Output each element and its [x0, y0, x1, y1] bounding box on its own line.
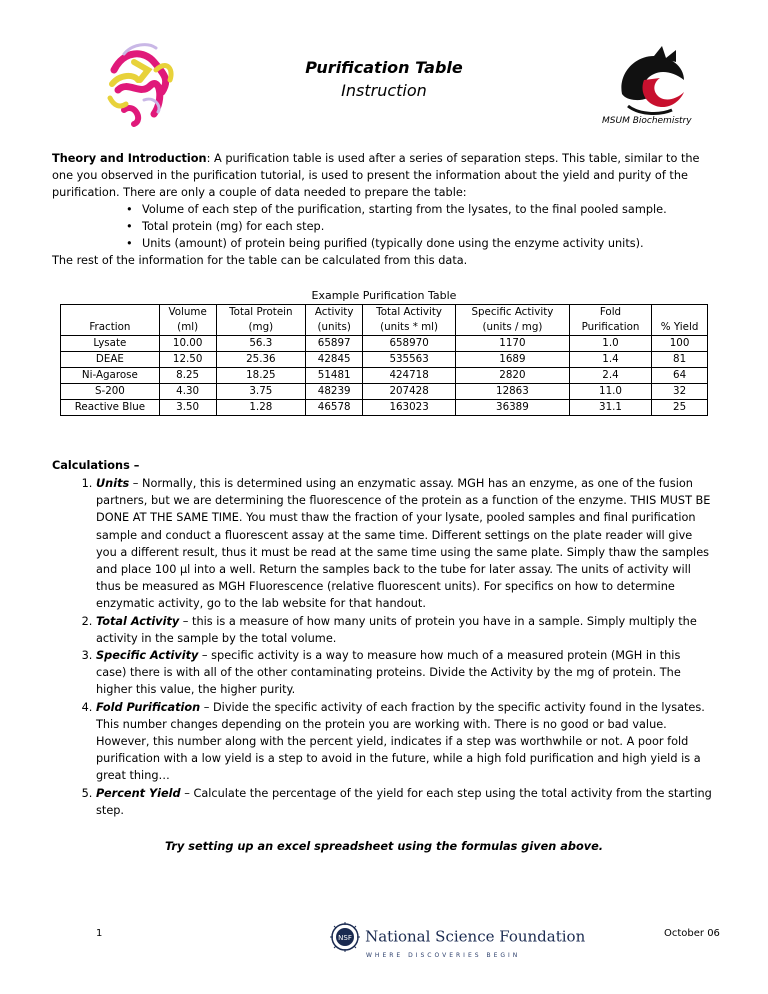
table-caption: Example Purification Table	[311, 289, 457, 302]
calculation-text: – this is a measure of how many units of protein you have in a sample. Simply multiply the activity in the sample by the total volume.	[96, 614, 697, 645]
purification-table	[60, 304, 708, 416]
table-cell: Reactive Blue	[61, 400, 160, 416]
calculation-term: Units	[96, 477, 130, 490]
logo-caption: MSUM Biochemistry	[602, 116, 692, 126]
table-cell: 2820	[456, 368, 570, 384]
table-header-row	[61, 305, 708, 336]
table-cell: 207428	[363, 384, 456, 400]
column-header: Specific Activity (units / mg)	[456, 305, 570, 336]
page-title: Purification Table	[305, 58, 463, 77]
closing-note: Try setting up an excel spreadsheet using the formulas given above.	[164, 840, 604, 853]
calculation-item	[96, 647, 712, 699]
table-row	[61, 336, 708, 352]
table-cell: Lysate	[61, 336, 160, 352]
table-cell: 163023	[363, 400, 456, 416]
calculations-heading: Calculations –	[52, 459, 140, 472]
table-cell: 31.1	[569, 400, 651, 416]
table-cell: 42845	[306, 352, 363, 368]
nsf-logo	[330, 922, 585, 959]
table-cell: 1689	[456, 352, 570, 368]
table-cell: 12.50	[159, 352, 216, 368]
table-cell: Ni-Agarose	[61, 368, 160, 384]
calculation-text: – Normally, this is determined using an enzymatic assay. MGH has an enzyme, as one of the fusion partners, but we are determining the fluorescence of the protein as a function of the enzyme. THIS MUST BE DONE AT THE SAME TIME. You must thaw the fraction of your lysate, pooled samples and final purification sample and conduct a fluorescent assay at the same time. Different settings on the plate reader will give you a different result, thus it must be read at the same time using the same plate. Simply thaw the samples and place 100 µl into a well. Return the samples back to the tube for later assay. The units of activity will thus be measured as MGH Fluorescence (relative fluorescent units). For specifics on how to determine enzymatic activity, go to the lab website for that handout.	[96, 477, 711, 611]
table-cell: 1170	[456, 336, 570, 352]
table-cell: 1.28	[216, 400, 306, 416]
table-cell: 36389	[456, 400, 570, 416]
calculation-item	[96, 699, 712, 785]
calculation-item	[96, 785, 712, 819]
msum-dragon-logo	[614, 44, 690, 116]
table-cell: 424718	[363, 368, 456, 384]
table-cell: 8.25	[159, 368, 216, 384]
calculation-term: Fold Purification	[96, 700, 201, 714]
table-cell: 46578	[306, 400, 363, 416]
table-cell: 11.0	[569, 384, 651, 400]
table-cell: S-200	[61, 384, 160, 400]
table-cell: 25.36	[216, 352, 306, 368]
table-cell: 81	[652, 352, 708, 368]
intro-closing: The rest of the information for the table can be calculated from this data.	[52, 254, 468, 267]
nsf-name: National Science Foundation	[365, 927, 586, 946]
table-cell: 1.4	[569, 352, 651, 368]
table-row	[61, 384, 708, 400]
column-header: Total Activity (units * ml)	[363, 305, 456, 336]
table-cell: 25	[652, 400, 708, 416]
calculation-term: Percent Yield	[96, 786, 181, 800]
table-cell: 12863	[456, 384, 570, 400]
page-number: 1	[96, 928, 103, 939]
table-cell: 18.25	[216, 368, 306, 384]
bullet-item: • Units (amount) of protein being purified (typically done using the enzyme activity units).	[142, 235, 667, 252]
page-subtitle: Instruction	[341, 81, 427, 100]
svg-text:NSF: NSF	[338, 934, 352, 942]
table-cell: 1.0	[569, 336, 651, 352]
intro-heading: Theory and Introduction	[52, 152, 207, 165]
table-row	[61, 400, 708, 416]
table-cell: 65897	[306, 336, 363, 352]
table-cell: DEAE	[61, 352, 160, 368]
footer-date: October 06	[664, 928, 720, 939]
calculations-list	[52, 475, 712, 819]
table-cell: 32	[652, 384, 708, 400]
intro-paragraph	[52, 150, 720, 201]
nsf-globe-icon	[330, 922, 360, 952]
calculation-text: – Calculate the percentage of the yield for each step using the total activity from the starting step.	[96, 786, 712, 817]
column-header: Activity (units)	[306, 305, 363, 336]
table-cell: 10.00	[159, 336, 216, 352]
table-cell: 535563	[363, 352, 456, 368]
table-cell: 2.4	[569, 368, 651, 384]
bullet-item: • Total protein (mg) for each step.	[142, 218, 667, 235]
table-cell: 51481	[306, 368, 363, 384]
table-row	[61, 368, 708, 384]
table-cell: 48239	[306, 384, 363, 400]
calculation-item	[96, 613, 712, 647]
table-cell: 64	[652, 368, 708, 384]
table-cell: 658970	[363, 336, 456, 352]
column-header: Fraction	[61, 305, 160, 336]
intro-text: : A purification table is used after a series of separation steps. This table, similar to the one you observed in the purification tutorial, is used to present the information about the yield and purity of the purification. There are only a couple of data needed to prepare the table:	[52, 152, 700, 199]
calculation-term: Specific Activity	[96, 649, 199, 663]
table-cell: 3.50	[159, 400, 216, 416]
calculation-term: Total Activity	[96, 614, 180, 628]
calculation-item	[96, 475, 712, 613]
table-row	[61, 352, 708, 368]
table-cell: 4.30	[159, 384, 216, 400]
column-header: Fold Purification	[569, 305, 651, 336]
table-cell: 100	[652, 336, 708, 352]
column-header: % Yield	[652, 305, 708, 336]
calculation-text: – specific activity is a way to measure how much of a measured protein (MGH in this case) there is with all of the other contaminating proteins. Divide the Activity by the mg of protein. The higher this value, the higher purity.	[96, 649, 681, 697]
table-cell: 56.3	[216, 336, 306, 352]
calculation-text: – Divide the specific activity of each fraction by the specific activity found in the lysates. This number changes depending on the protein you are working with. There is no good or bad value. However, this number along with the percent yield, indicates if a step was worthwhile or not. A poor fold purification with a low yield is a step to avoid in the future, while a high fold purification and high yield is a great thing…	[96, 700, 705, 783]
column-header: Volume (ml)	[159, 305, 216, 336]
column-header: Total Protein (mg)	[216, 305, 306, 336]
bullet-item: • Volume of each step of the purification, starting from the lysates, to the final pooled sample.	[142, 201, 667, 218]
table-cell: 3.75	[216, 384, 306, 400]
intro-bullet-list	[142, 201, 667, 252]
nsf-tagline: WHERE DISCOVERIES BEGIN	[366, 952, 521, 959]
